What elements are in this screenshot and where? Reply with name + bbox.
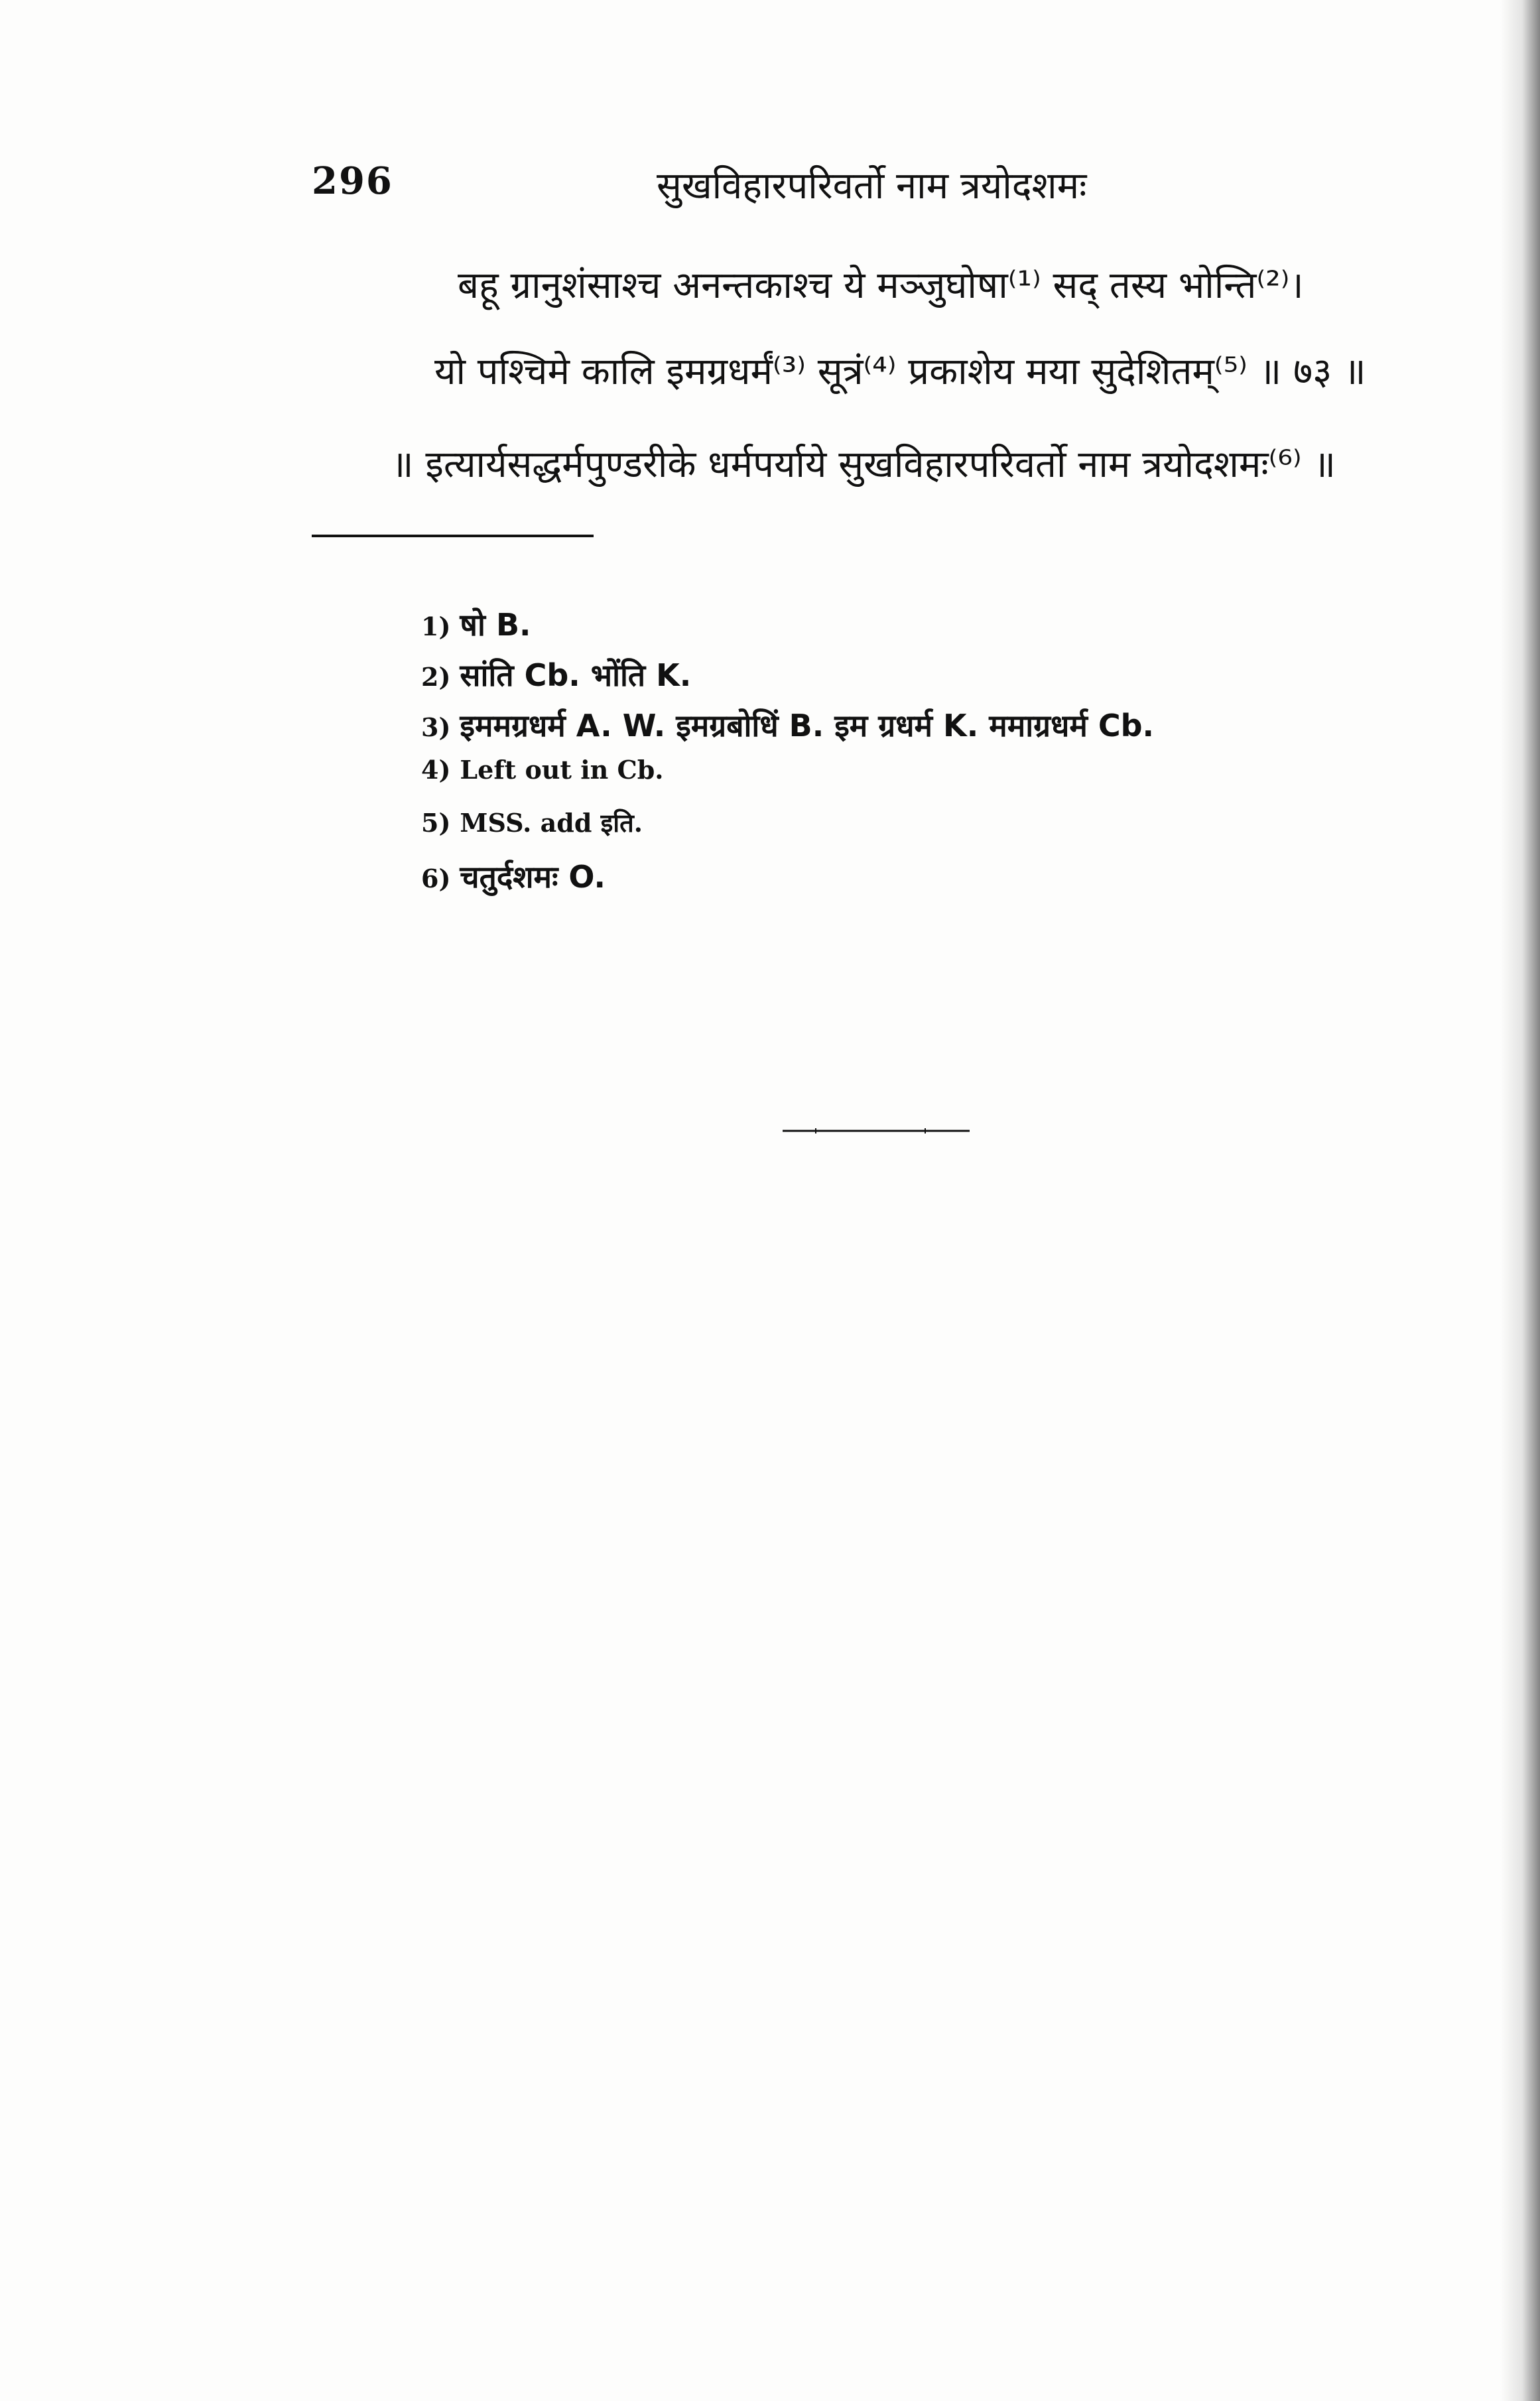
footnote-1 [421, 604, 1350, 654]
footnote-rule [312, 535, 594, 537]
footnote-text: Left out in Cb. [460, 755, 664, 785]
footnote-6 [421, 856, 1350, 906]
footnote-3 [421, 704, 1350, 755]
footnote-number: 4) [421, 755, 451, 785]
footnote-number: 1) [421, 612, 451, 641]
footnote-number: 6) [421, 864, 451, 893]
footnote-2 [421, 654, 1350, 704]
footnote-text: MSS. add इति. [460, 808, 643, 838]
footnote-number: 5) [421, 808, 451, 838]
footnote-text: इममग्रधर्म A. W. इमग्रबोधिं B. इम ग्रधर्म K. ममाग्रधर्म Cb. [460, 708, 1155, 744]
footnotes [421, 604, 1350, 906]
footnote-4 [421, 755, 1350, 805]
chapter-colophon: ॥ इत्यार्यसद्धर्मपुण्डरीके धर्मपर्याये सुखविहारपरिवर्तो नाम त्रयोदशमः⁽⁶⁾ ॥ [391, 443, 1336, 486]
verse-line-1: बहू ग्रानुशंसाश्च अनन्तकाश्च ये मञ्जुघोषा⁽¹⁾ सद् तस्य भोन्ति⁽²⁾। [458, 264, 1304, 307]
footnote-text: सांति Cb. भोंति K. [460, 657, 692, 693]
footnote-number: 2) [421, 662, 451, 692]
page-edge-shadow [1500, 0, 1540, 2401]
footnote-number: 3) [421, 712, 451, 742]
footnote-5 [421, 805, 1350, 856]
verse-line-2: यो पश्चिमे कालि इमग्रधर्मं⁽³⁾ सूत्रं⁽⁴⁾ प्रकाशेय मया सुदेशितम्⁽⁵⁾ ॥ ७३ ॥ [434, 350, 1366, 393]
page-number: 296 [312, 159, 393, 203]
end-ornament [783, 1128, 970, 1134]
footnote-text: षो B. [460, 607, 531, 643]
footnote-text: चतुर्दशमः O. [460, 859, 606, 895]
page-header [312, 159, 1346, 212]
running-title: सुखविहारपरिवर्तो नाम त्रयोदशमः [657, 164, 1087, 208]
